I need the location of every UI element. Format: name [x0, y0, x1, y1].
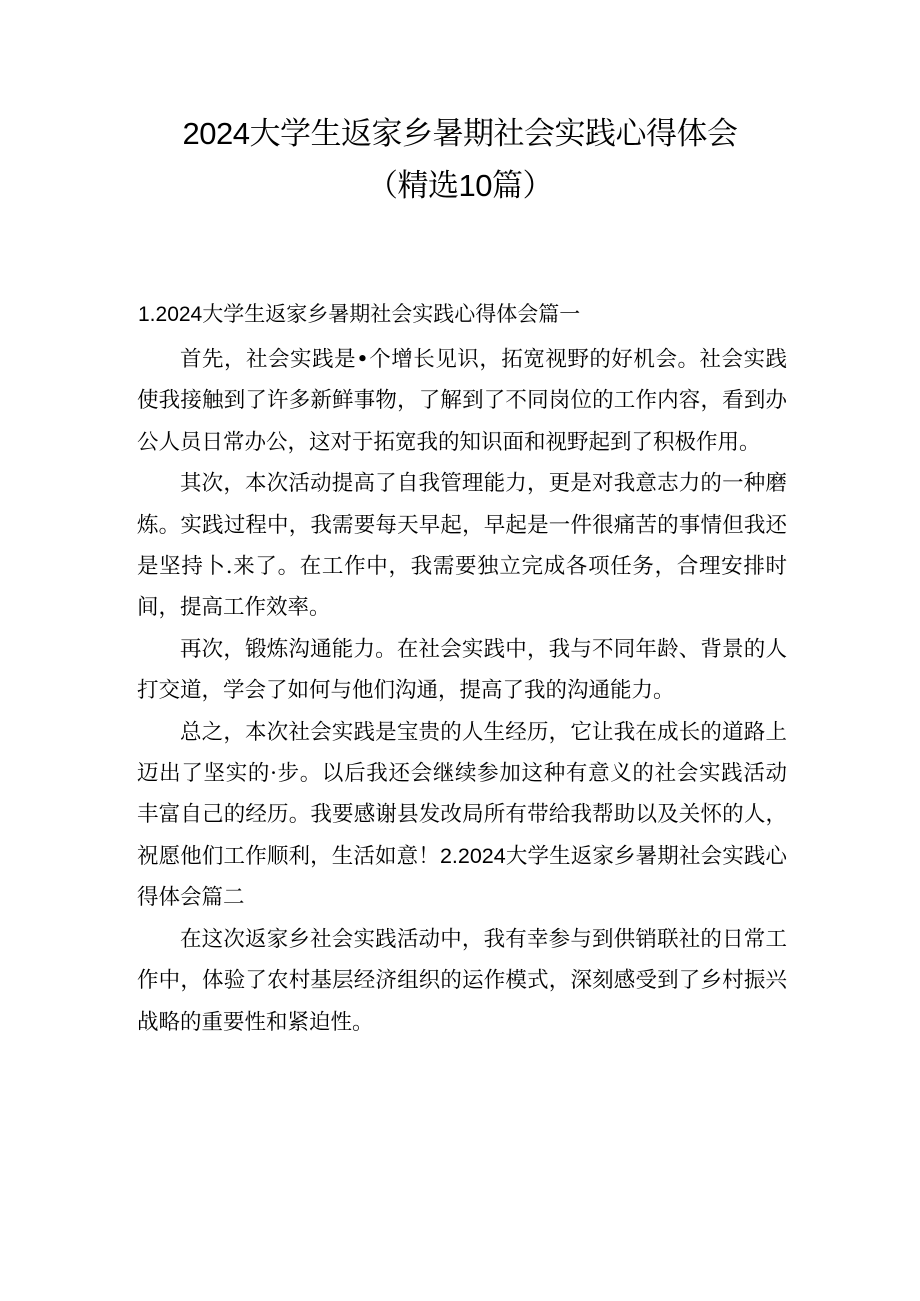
section-heading-2: 2.2024大学生返家乡暑期社会实践心得体会篇二: [137, 843, 787, 910]
paragraph-1: 首先，社会实践是•个增长见识，拓宽视野的好机会。社会实践使我接触到了许多新鲜事物，了解到了不同岗位的工作内容，看到办公人员日常办公，这对于拓宽我的知识面和视野起到了积极作用。: [137, 347, 787, 455]
document-body: [137, 339, 787, 1043]
paragraph-4: [137, 712, 787, 919]
paragraph-3: 再次，锻炼沟通能力。在社会实践中，我与不同年龄、背景的人打交道，学会了如何与他们沟通，提高了我的沟通能力。: [137, 636, 787, 704]
paragraph-5: 在这次返家乡社会实践活动中，我有幸参与到供销联社的日常工作中，体验了农村基层经济组织的运作模式，深刻感受到了乡村振兴战略的重要性和紧迫性。: [137, 926, 787, 1035]
document-subtitle: （精选10篇）: [367, 168, 553, 203]
paragraph-4-text: 总之，本次社会实践是宝贵的人生经历，它让我在成长的道路上迈出了坚实的·步。以后我还会继续参加这种有意义的社会实践活动丰富自己的经历。我要感谢县发改局所有带给我帮助以及关怀的人，祝愿他们工作顺利，生活如意！: [137, 719, 787, 869]
section-heading-1: 1.2024大学生返家乡暑期社会实践心得体会篇一: [138, 303, 581, 326]
paragraph-2: 其次，本次活动提高了自我管理能力，更是对我意志力的一种磨炼。实践过程中，我需要每天早起，早起是一件很痛苦的事情但我还是坚持卜.来了。在工作中，我需要独立完成各项任务，合理安排时间，提高工作效率。: [137, 471, 787, 621]
document-title: 2024大学生返家乡暑期社会实践心得体会: [182, 116, 738, 151]
